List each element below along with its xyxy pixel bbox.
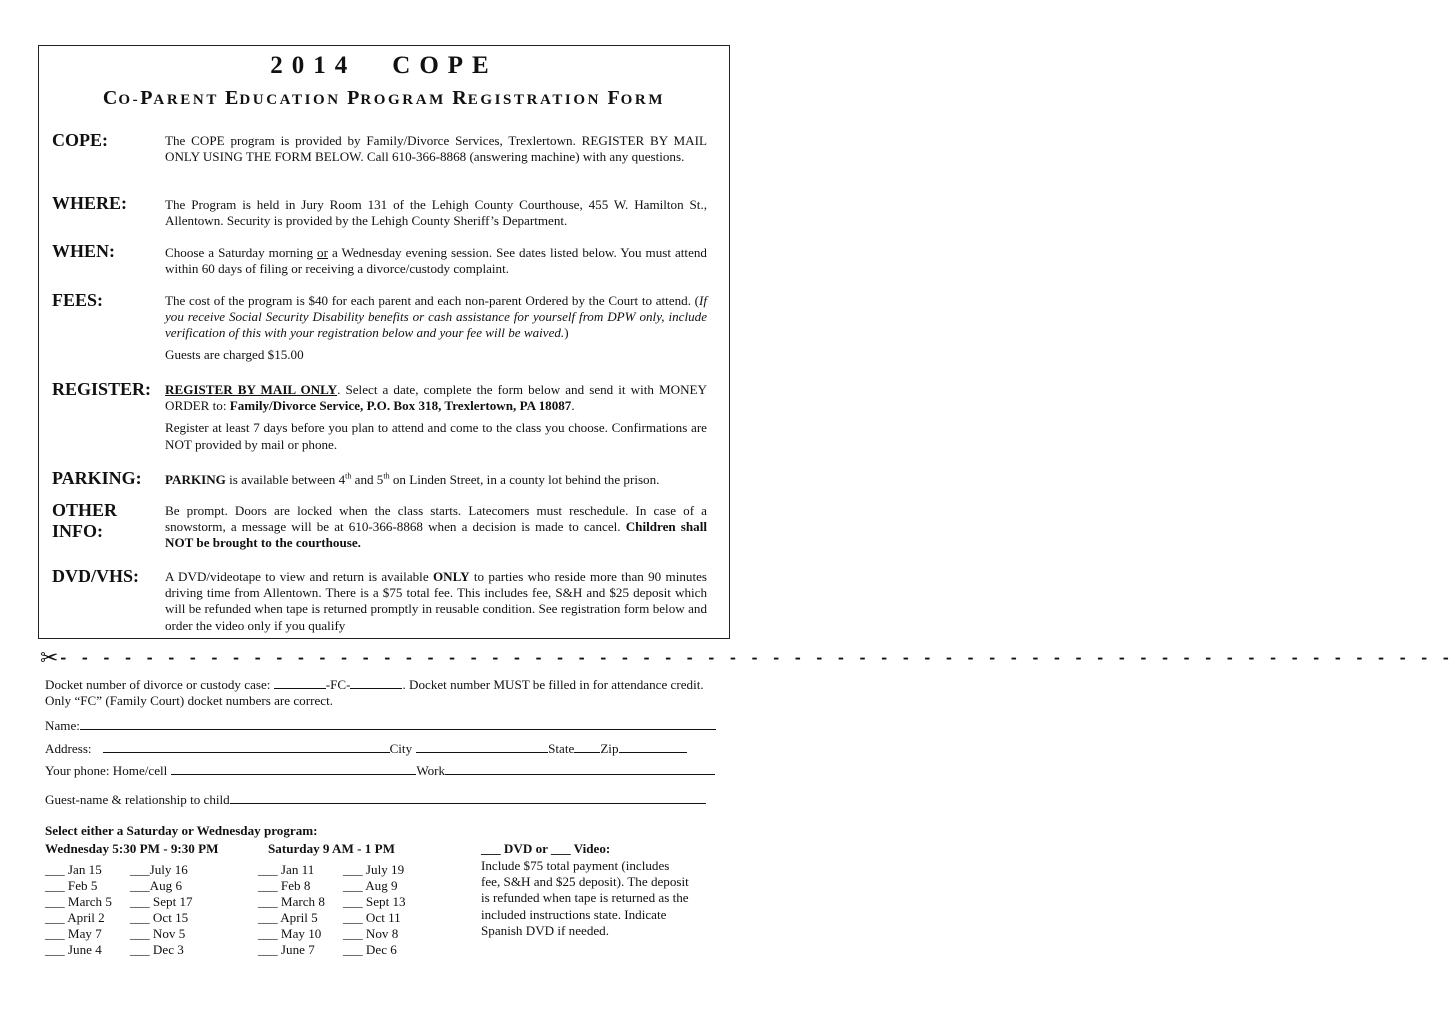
wednesday-col-1: [45, 862, 112, 959]
date-blank[interactable]: ___: [45, 942, 65, 958]
date-blank[interactable]: ___: [343, 878, 363, 894]
date-label: Nov 5: [152, 926, 186, 942]
date-label: Nov 8: [365, 926, 399, 942]
date-label: April 5: [280, 910, 318, 926]
subtitle-rest: O-: [118, 92, 141, 108]
cope-label: COPE:: [52, 130, 108, 150]
saturday-col-1: [258, 862, 325, 959]
address-blank[interactable]: [103, 741, 390, 753]
when-text-a: Choose a Saturday morning: [165, 245, 318, 260]
fees-text: [165, 293, 707, 363]
date-option[interactable]: [343, 862, 406, 878]
guest-label: Guest-name & relationship to child: [45, 792, 230, 807]
phone-home-blank[interactable]: [171, 763, 416, 775]
city-label: City: [389, 741, 413, 756]
date-blank[interactable]: ___: [258, 942, 278, 958]
parking-lead: PARKING: [165, 472, 226, 487]
date-option[interactable]: [45, 862, 112, 878]
other-body: Be prompt. Doors are locked when the class starts. Latecomers must reschedule. In case of a snowstorm, a message will be at 610-366-8868 when a decision is made to cancel.: [165, 503, 707, 535]
other-label-2: INFO:: [52, 521, 103, 541]
date-label: July 16: [149, 862, 188, 877]
name-blank[interactable]: [80, 718, 716, 730]
date-option[interactable]: [45, 926, 112, 942]
date-blank[interactable]: ___: [343, 942, 363, 958]
date-blank[interactable]: ___: [130, 910, 150, 926]
other-label-1: OTHER: [52, 500, 118, 520]
fees-guests: Guests are charged $15.00: [165, 346, 304, 362]
date-option[interactable]: [130, 878, 193, 894]
date-blank[interactable]: ___: [130, 942, 150, 958]
parking-label: PARKING:: [52, 468, 142, 488]
date-blank[interactable]: ___: [258, 862, 278, 877]
date-blank[interactable]: ___: [258, 878, 278, 894]
parking-t3: on Linden Street, in a county lot behind the prison.: [389, 472, 660, 487]
date-label: July 19: [365, 862, 405, 877]
address-label: Address:: [45, 741, 92, 756]
dvd-t1: A DVD/videotape to view and return is available: [165, 569, 433, 584]
date-label: March 5: [67, 894, 112, 910]
date-option[interactable]: [130, 894, 193, 910]
when-text-b: a Wednesday evening session. See dates listed below. You must attend within 60 days of filing or receiving a divorce/custody complaint.: [165, 245, 707, 277]
date-blank[interactable]: ___: [130, 862, 150, 877]
cut-line: [40, 646, 1452, 671]
date-blank[interactable]: ___: [130, 926, 150, 942]
date-option[interactable]: [130, 942, 193, 958]
docket-note: . Docket number MUST be filled in for attendance credit. Only “FC” (Family Court) docket numbers are correct.: [45, 677, 704, 709]
when-label: WHEN:: [52, 241, 115, 261]
date-option[interactable]: [45, 942, 112, 958]
date-blank[interactable]: ___: [45, 926, 65, 942]
date-blank[interactable]: ___: [343, 862, 363, 877]
parking-text: [165, 472, 707, 488]
register-label: REGISTER:: [52, 379, 152, 399]
subtitle-rest: ARENT: [153, 92, 219, 108]
parking-t2: and 5: [351, 472, 384, 487]
register-text: [165, 382, 707, 453]
state-label: State: [548, 741, 575, 756]
dvd-heading-video: Video:: [573, 841, 611, 856]
date-label: June 4: [67, 942, 102, 958]
subtitle-rest: ROGRAM: [360, 92, 446, 108]
date-option[interactable]: [258, 862, 325, 878]
when-or: or: [317, 245, 328, 260]
date-option[interactable]: [343, 942, 406, 958]
date-label: Sept 13: [365, 894, 406, 910]
other-info-label: [52, 500, 117, 542]
subtitle-cap: C: [102, 87, 119, 109]
date-label: Feb 5: [67, 878, 98, 894]
date-blank[interactable]: ___: [45, 910, 65, 926]
wednesday-heading: Wednesday 5:30 PM - 9:30 PM: [45, 841, 219, 856]
date-blank[interactable]: ___: [343, 910, 363, 926]
subtitle-cap: F: [607, 87, 621, 109]
date-blank[interactable]: ___: [343, 894, 363, 910]
date-label: April 2: [67, 910, 105, 926]
date-blank[interactable]: ___: [258, 926, 278, 942]
date-label: Feb 8: [280, 878, 311, 894]
date-option[interactable]: [343, 894, 406, 910]
date-label: Sept 17: [152, 894, 193, 910]
subtitle-cap: E: [225, 87, 240, 109]
dvd-label: DVD/VHS:: [52, 566, 140, 586]
date-blank[interactable]: ___: [343, 926, 363, 942]
guest-blank[interactable]: [230, 792, 706, 804]
date-label: Oct 11: [365, 910, 401, 926]
register-address: Family/Divorce Service, P.O. Box 318, Trexlertown, PA 18087: [229, 398, 572, 414]
date-blank[interactable]: ___: [130, 894, 150, 910]
subtitle-cap: P: [347, 87, 361, 109]
register-body: . Select a date, complete the form below and send it with MONEY ORDER to:: [165, 382, 707, 414]
docket-label: Docket number of divorce or custody case:: [45, 677, 274, 692]
date-blank[interactable]: ___: [45, 894, 65, 910]
date-option[interactable]: [258, 894, 325, 910]
fees-waiver: If you receive Social Security Disability benefits or cash assistance for yourself from DPW only, include verification of this with your registration below and your fee will be waived.: [165, 293, 707, 341]
name-label: Name:: [45, 718, 80, 733]
date-option[interactable]: [258, 926, 325, 942]
other-info-text: [165, 503, 707, 552]
date-blank[interactable]: ___: [258, 910, 278, 926]
page-title: [38, 52, 730, 80]
date-blank[interactable]: ___: [45, 862, 65, 877]
docket-fc: -FC-: [325, 677, 351, 692]
zip-blank[interactable]: [619, 741, 687, 753]
date-label: Aug 6: [149, 878, 183, 894]
phone-work-blank[interactable]: [445, 763, 715, 775]
date-option[interactable]: [45, 910, 112, 926]
date-blank[interactable]: ___: [258, 894, 278, 910]
date-label: Dec 3: [152, 942, 184, 958]
date-label: June 7: [280, 942, 315, 958]
dvd-heading-dvd: DVD or: [503, 841, 548, 856]
dashed-line: - - - - - - - - - - - - - - - - - - - - - - - - - - - - - - - - - - - - - - - - - - - - - - - - - - - - - - - - - - - - - - - - -: [58, 649, 1452, 668]
phone-work-label: Work: [416, 763, 446, 778]
date-option[interactable]: [130, 926, 193, 942]
form-subtitle: [38, 87, 730, 110]
cope-text: The COPE program is provided by Family/Divorce Services, Trexlertown. REGISTER BY MAIL ONLY USING THE FORM BELOW. Call 610-366-8868 (answering machine) with any questions.: [165, 133, 707, 165]
parking-s1: th: [345, 471, 352, 481]
docket-blank-1[interactable]: [274, 677, 326, 689]
fees-body: The cost of the program is $40 for each parent and each non-parent Ordered by the Court to attend. (: [165, 293, 699, 308]
subtitle-rest: ORM: [620, 92, 666, 108]
dvd-text: [165, 569, 707, 634]
phone-home-label: Your phone: Home/cell: [45, 763, 168, 778]
title-program: COPE: [392, 52, 498, 79]
saturday-heading: Saturday 9 AM - 1 PM: [268, 841, 395, 856]
state-blank[interactable]: [574, 741, 600, 753]
docket-field[interactable]: [45, 677, 715, 709]
date-blank[interactable]: ___: [45, 878, 65, 894]
select-program-heading: Select either a Saturday or Wednesday program:: [45, 823, 318, 838]
dvd-order-text: Include $75 total payment (includes fee, S&H and $25 deposit). The deposit is refunded when tape is returned as the included instructions state. Indicate Spanish DVD if needed.: [481, 858, 689, 938]
date-option[interactable]: [130, 910, 193, 926]
date-option[interactable]: [130, 862, 193, 878]
dvd-heading: [481, 841, 610, 857]
date-label: March 8: [280, 894, 325, 910]
name-field[interactable]: [45, 718, 716, 734]
subtitle-cap: R: [452, 87, 468, 109]
date-option[interactable]: [45, 894, 112, 910]
guest-field[interactable]: [45, 792, 706, 808]
city-blank[interactable]: [416, 741, 548, 753]
date-label: Jan 15: [67, 862, 102, 877]
dvd-t2: to parties who reside more than 90 minutes driving time from Allentown. There is a $75 total fee. This includes fee, S&H and $25 deposit which will be refunded when tape is returned promptly in reusable condition. See registration form below and order the video only if you qualify: [165, 569, 708, 633]
date-option[interactable]: [343, 878, 406, 894]
parking-t1: is available between 4: [225, 472, 346, 487]
scissors-icon: ✂: [40, 646, 59, 671]
parking-s2: th: [383, 471, 390, 481]
where-text: The Program is held in Jury Room 131 of the Lehigh County Courthouse, 455 W. Hamilton St., Allentown. Security is provided by the Lehigh County Sheriff’s Department.: [165, 197, 707, 229]
fees-close: ): [564, 325, 569, 341]
title-year: 2014: [270, 52, 357, 79]
date-option[interactable]: [258, 878, 325, 894]
other-children-note: Children shall NOT be brought to the courthouse.: [165, 519, 707, 551]
when-text: [165, 245, 707, 277]
date-label: Dec 6: [365, 942, 397, 958]
register-lead: REGISTER BY MAIL ONLY: [165, 382, 338, 397]
phone-field[interactable]: [45, 763, 715, 779]
zip-label: Zip: [600, 741, 619, 756]
date-label: May 7: [67, 926, 102, 942]
subtitle-rest: DUCATION: [239, 92, 341, 108]
date-label: May 10: [280, 926, 322, 942]
register-para2: Register at least 7 days before you plan to attend and come to the class you choose. Confirmations are NOT provided by mail or phone.: [165, 420, 707, 452]
date-label: Oct 15: [152, 910, 189, 926]
dvd-heading-blank-1[interactable]: ___: [481, 841, 501, 856]
date-option[interactable]: [258, 910, 325, 926]
date-option[interactable]: [343, 910, 406, 926]
date-option[interactable]: [45, 878, 112, 894]
dvd-only: ONLY: [432, 569, 470, 584]
register-end: .: [571, 398, 575, 414]
address-field[interactable]: [45, 741, 687, 757]
dvd-heading-blank-2[interactable]: ___: [550, 841, 571, 856]
date-label: Jan 11: [280, 862, 315, 877]
date-label: Aug 9: [365, 878, 398, 894]
wednesday-col-2: [130, 862, 193, 959]
where-label: WHERE:: [52, 193, 128, 213]
docket-blank-2[interactable]: [350, 677, 402, 689]
date-blank[interactable]: ___: [130, 878, 150, 894]
date-option[interactable]: [258, 942, 325, 958]
subtitle-rest: EGISTRATION: [467, 92, 602, 108]
saturday-col-2: [343, 862, 406, 959]
subtitle-cap: P: [140, 87, 154, 109]
fees-label: FEES:: [52, 290, 104, 310]
date-option[interactable]: [343, 926, 406, 942]
